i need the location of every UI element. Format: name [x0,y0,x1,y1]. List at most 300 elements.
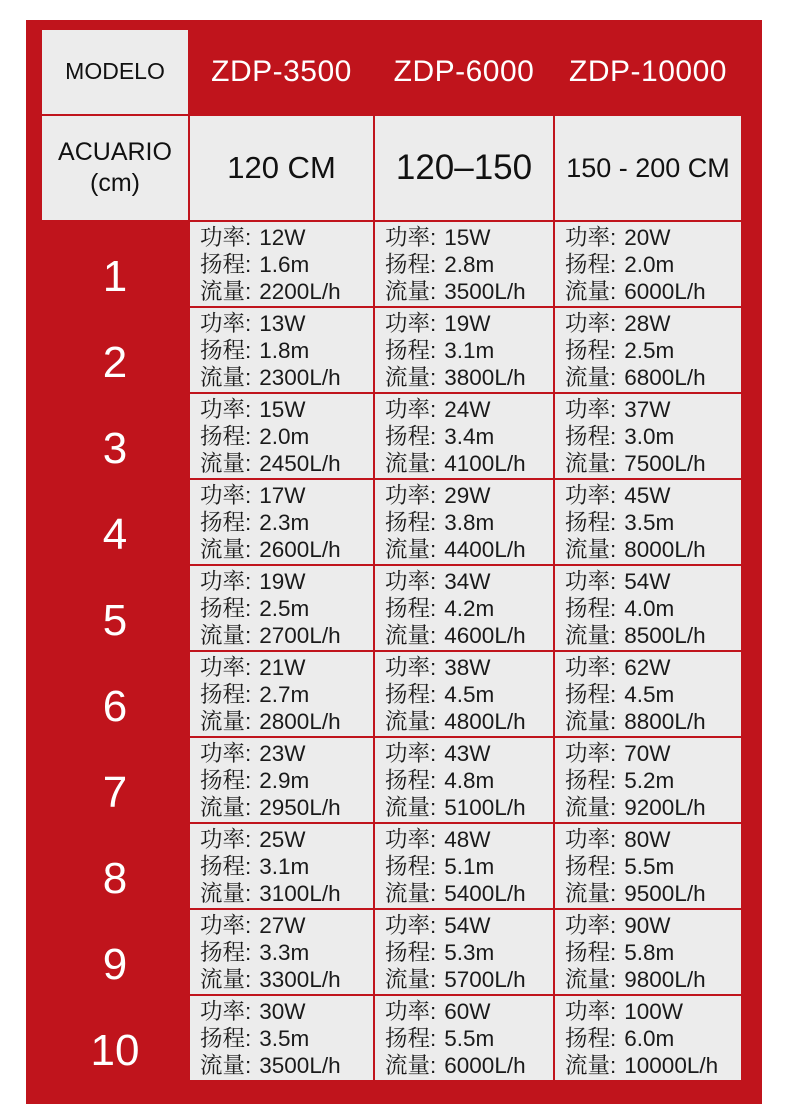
model-header: ZDP-3500 [190,30,373,114]
power-label: 功率: [385,568,437,594]
flow-line [565,708,741,735]
head-value: 4.8m [444,767,495,793]
flow-line [565,880,741,907]
power-value: 100W [624,998,684,1024]
power-value: 70W [624,740,671,766]
row-number: 1 [42,222,188,306]
power-label: 功率: [565,912,617,938]
power-line [385,482,553,509]
head-line [385,767,553,794]
power-label: 功率: [385,396,437,422]
aquarium-label-line: ACUARIO [58,137,172,166]
power-line [200,826,373,853]
head-value: 2.5m [624,337,675,363]
table-row [42,824,741,908]
head-value: 3.4m [444,423,495,449]
table-row [42,996,741,1080]
power-value: 25W [259,826,306,852]
spec-table [40,28,743,1082]
power-value: 90W [624,912,671,938]
flow-value: 4600L/h [444,622,526,648]
head-label: 扬程: [385,251,437,277]
row-number: 2 [42,308,188,392]
power-label: 功率: [565,568,617,594]
power-line [200,396,373,423]
head-value: 3.0m [624,423,675,449]
head-value: 1.8m [259,337,310,363]
spec-cell [375,996,553,1080]
spec-cell [555,652,741,736]
power-line [565,224,741,251]
head-value: 4.5m [444,681,495,707]
head-line [200,1025,373,1052]
aquarium-size: 120 CM [190,116,373,220]
spec-cell [555,566,741,650]
head-label: 扬程: [200,337,252,363]
power-line [200,482,373,509]
aquarium-size: 120–150 [375,116,553,220]
flow-value: 3500L/h [259,1052,341,1078]
flow-label: 流量: [200,450,252,476]
flow-value: 2600L/h [259,536,341,562]
flow-line [565,450,741,477]
head-value: 2.8m [444,251,495,277]
head-line [385,595,553,622]
power-value: 19W [444,310,491,336]
table-row [42,652,741,736]
power-label: 功率: [200,826,252,852]
spec-cell [555,738,741,822]
spec-sheet [26,20,762,1104]
row-number: 10 [42,996,188,1080]
flow-value: 6800L/h [624,364,706,390]
head-label: 扬程: [565,681,617,707]
power-line [200,310,373,337]
power-line [385,654,553,681]
head-line [565,681,741,708]
head-line [565,595,741,622]
head-label: 扬程: [200,423,252,449]
head-value: 5.2m [624,767,675,793]
head-label: 扬程: [385,1025,437,1051]
spec-cell [555,824,741,908]
power-value: 12W [259,224,306,250]
power-line [385,912,553,939]
power-label: 功率: [385,826,437,852]
flow-line [200,880,373,907]
spec-cell [375,824,553,908]
spec-cell [190,394,373,478]
power-label: 功率: [565,482,617,508]
model-label: MODELO [42,30,188,114]
flow-line [385,966,553,993]
flow-value: 3100L/h [259,880,341,906]
flow-line [200,536,373,563]
power-label: 功率: [565,310,617,336]
head-label: 扬程: [385,681,437,707]
power-line [565,654,741,681]
power-value: 54W [624,568,671,594]
head-value: 2.3m [259,509,310,535]
head-label: 扬程: [565,853,617,879]
flow-line [565,966,741,993]
head-label: 扬程: [565,595,617,621]
flow-label: 流量: [200,708,252,734]
flow-value: 4100L/h [444,450,526,476]
power-label: 功率: [385,912,437,938]
power-line [565,310,741,337]
flow-line [200,708,373,735]
head-line [200,595,373,622]
spec-cell [375,652,553,736]
table-row [42,308,741,392]
power-label: 功率: [565,396,617,422]
flow-line [200,966,373,993]
flow-label: 流量: [385,536,437,562]
head-label: 扬程: [565,767,617,793]
flow-value: 6000L/h [444,1052,526,1078]
flow-value: 2300L/h [259,364,341,390]
head-label: 扬程: [200,767,252,793]
flow-value: 3300L/h [259,966,341,992]
head-value: 3.3m [259,939,310,965]
power-value: 17W [259,482,306,508]
spec-cell [190,480,373,564]
power-value: 37W [624,396,671,422]
head-line [200,509,373,536]
power-label: 功率: [200,310,252,336]
power-label: 功率: [565,654,617,680]
flow-value: 9800L/h [624,966,706,992]
row-number: 3 [42,394,188,478]
power-value: 19W [259,568,306,594]
head-line [200,423,373,450]
power-label: 功率: [200,912,252,938]
power-label: 功率: [200,654,252,680]
flow-line [565,364,741,391]
flow-label: 流量: [565,966,617,992]
head-label: 扬程: [200,939,252,965]
model-header: ZDP-6000 [375,30,553,114]
head-label: 扬程: [385,853,437,879]
power-label: 功率: [385,482,437,508]
flow-label: 流量: [385,880,437,906]
row-number: 5 [42,566,188,650]
head-label: 扬程: [200,251,252,277]
flow-line [200,278,373,305]
flow-value: 2700L/h [259,622,341,648]
flow-value: 4400L/h [444,536,526,562]
head-label: 扬程: [385,423,437,449]
power-line [385,396,553,423]
head-label: 扬程: [385,509,437,535]
flow-label: 流量: [385,794,437,820]
power-line [200,998,373,1025]
header-row [42,30,741,114]
flow-line [385,708,553,735]
power-line [565,740,741,767]
spec-cell [375,566,553,650]
flow-label: 流量: [565,364,617,390]
flow-value: 8000L/h [624,536,706,562]
power-value: 48W [444,826,491,852]
head-label: 扬程: [565,509,617,535]
flow-label: 流量: [200,966,252,992]
flow-label: 流量: [200,794,252,820]
head-line [565,509,741,536]
power-line [565,912,741,939]
head-value: 2.5m [259,595,310,621]
power-line [565,568,741,595]
head-label: 扬程: [385,595,437,621]
power-label: 功率: [565,740,617,766]
flow-value: 4800L/h [444,708,526,734]
head-line [385,423,553,450]
spec-cell [375,308,553,392]
flow-line [200,794,373,821]
head-line [200,853,373,880]
table-row [42,566,741,650]
head-line [565,1025,741,1052]
aquarium-label-unit: (cm) [90,169,140,197]
flow-label: 流量: [565,278,617,304]
flow-label: 流量: [200,278,252,304]
head-label: 扬程: [565,1025,617,1051]
head-label: 扬程: [200,595,252,621]
head-value: 3.1m [444,337,495,363]
power-line [565,998,741,1025]
head-label: 扬程: [200,681,252,707]
spec-cell [375,480,553,564]
power-value: 28W [624,310,671,336]
flow-value: 8500L/h [624,622,706,648]
row-number: 6 [42,652,188,736]
flow-value: 3500L/h [444,278,526,304]
head-value: 3.8m [444,509,495,535]
head-value: 3.5m [259,1025,310,1051]
spec-cell [375,738,553,822]
head-value: 6.0m [624,1025,675,1051]
power-line [385,568,553,595]
head-value: 5.1m [444,853,495,879]
flow-value: 2950L/h [259,794,341,820]
flow-value: 2800L/h [259,708,341,734]
flow-label: 流量: [385,622,437,648]
power-line [565,826,741,853]
power-value: 45W [624,482,671,508]
power-label: 功率: [565,998,617,1024]
spec-cell [190,222,373,306]
power-line [385,998,553,1025]
head-line [565,939,741,966]
spec-cell [555,394,741,478]
head-value: 3.5m [624,509,675,535]
power-value: 27W [259,912,306,938]
power-line [200,654,373,681]
head-label: 扬程: [385,939,437,965]
flow-line [565,622,741,649]
flow-label: 流量: [385,1052,437,1078]
head-value: 1.6m [259,251,310,277]
power-line [200,740,373,767]
flow-value: 5100L/h [444,794,526,820]
spec-cell [190,738,373,822]
power-value: 38W [444,654,491,680]
model-header: ZDP-10000 [555,30,741,114]
aquarium-label [42,116,188,220]
flow-label: 流量: [200,1052,252,1078]
flow-value: 10000L/h [624,1052,719,1078]
power-line [200,568,373,595]
head-line [200,767,373,794]
flow-value: 6000L/h [624,278,706,304]
flow-value: 5700L/h [444,966,526,992]
head-line [200,681,373,708]
head-line [385,853,553,880]
head-line [200,337,373,364]
flow-line [385,536,553,563]
head-line [565,853,741,880]
flow-line [565,536,741,563]
flow-line [385,622,553,649]
row-number: 7 [42,738,188,822]
flow-line [385,278,553,305]
head-line [385,337,553,364]
power-value: 34W [444,568,491,594]
head-value: 3.1m [259,853,310,879]
table-row [42,738,741,822]
flow-value: 9200L/h [624,794,706,820]
power-label: 功率: [200,740,252,766]
head-line [200,251,373,278]
power-value: 24W [444,396,491,422]
power-label: 功率: [385,310,437,336]
flow-label: 流量: [565,536,617,562]
head-label: 扬程: [200,1025,252,1051]
head-value: 2.7m [259,681,310,707]
head-label: 扬程: [565,939,617,965]
head-label: 扬程: [565,251,617,277]
power-label: 功率: [200,482,252,508]
power-value: 29W [444,482,491,508]
head-value: 5.5m [444,1025,495,1051]
head-line [385,681,553,708]
flow-label: 流量: [200,880,252,906]
head-line [565,767,741,794]
spec-cell [555,910,741,994]
flow-label: 流量: [200,364,252,390]
flow-line [200,622,373,649]
flow-label: 流量: [200,622,252,648]
table-row [42,222,741,306]
spec-cell [375,222,553,306]
flow-line [200,364,373,391]
spec-cell [190,566,373,650]
flow-line [200,450,373,477]
row-number: 9 [42,910,188,994]
head-line [565,251,741,278]
head-label: 扬程: [385,337,437,363]
power-label: 功率: [200,998,252,1024]
power-label: 功率: [385,740,437,766]
head-line [385,251,553,278]
head-value: 2.9m [259,767,310,793]
flow-line [565,1052,741,1079]
spec-cell [190,824,373,908]
power-value: 13W [259,310,306,336]
power-value: 20W [624,224,671,250]
head-label: 扬程: [565,423,617,449]
flow-line [385,450,553,477]
flow-value: 5400L/h [444,880,526,906]
table-row [42,394,741,478]
flow-label: 流量: [565,450,617,476]
flow-label: 流量: [385,708,437,734]
spec-cell [375,910,553,994]
power-value: 60W [444,998,491,1024]
head-label: 扬程: [565,337,617,363]
flow-label: 流量: [565,708,617,734]
power-line [565,482,741,509]
power-line [200,912,373,939]
power-label: 功率: [200,396,252,422]
power-label: 功率: [385,654,437,680]
flow-line [200,1052,373,1079]
power-line [200,224,373,251]
head-line [565,337,741,364]
power-value: 80W [624,826,671,852]
flow-label: 流量: [385,364,437,390]
power-label: 功率: [565,224,617,250]
head-value: 4.2m [444,595,495,621]
power-line [565,396,741,423]
flow-label: 流量: [385,278,437,304]
spec-cell [555,996,741,1080]
spec-cell [190,652,373,736]
row-number: 4 [42,480,188,564]
head-value: 4.0m [624,595,675,621]
power-value: 15W [444,224,491,250]
flow-value: 2450L/h [259,450,341,476]
head-label: 扬程: [385,767,437,793]
power-value: 15W [259,396,306,422]
flow-label: 流量: [565,880,617,906]
table-row [42,910,741,994]
head-value: 5.3m [444,939,495,965]
power-value: 62W [624,654,671,680]
flow-value: 7500L/h [624,450,706,476]
flow-label: 流量: [565,794,617,820]
head-value: 2.0m [259,423,310,449]
table-row [42,480,741,564]
power-line [385,224,553,251]
power-value: 43W [444,740,491,766]
head-line [385,1025,553,1052]
power-label: 功率: [385,224,437,250]
flow-line [565,278,741,305]
flow-label: 流量: [385,966,437,992]
power-value: 54W [444,912,491,938]
flow-line [385,880,553,907]
spec-cell [190,308,373,392]
head-label: 扬程: [200,853,252,879]
power-value: 21W [259,654,306,680]
power-value: 30W [259,998,306,1024]
head-value: 2.0m [624,251,675,277]
flow-label: 流量: [200,536,252,562]
aquarium-size: 150 - 200 CM [555,116,741,220]
flow-label: 流量: [565,1052,617,1078]
